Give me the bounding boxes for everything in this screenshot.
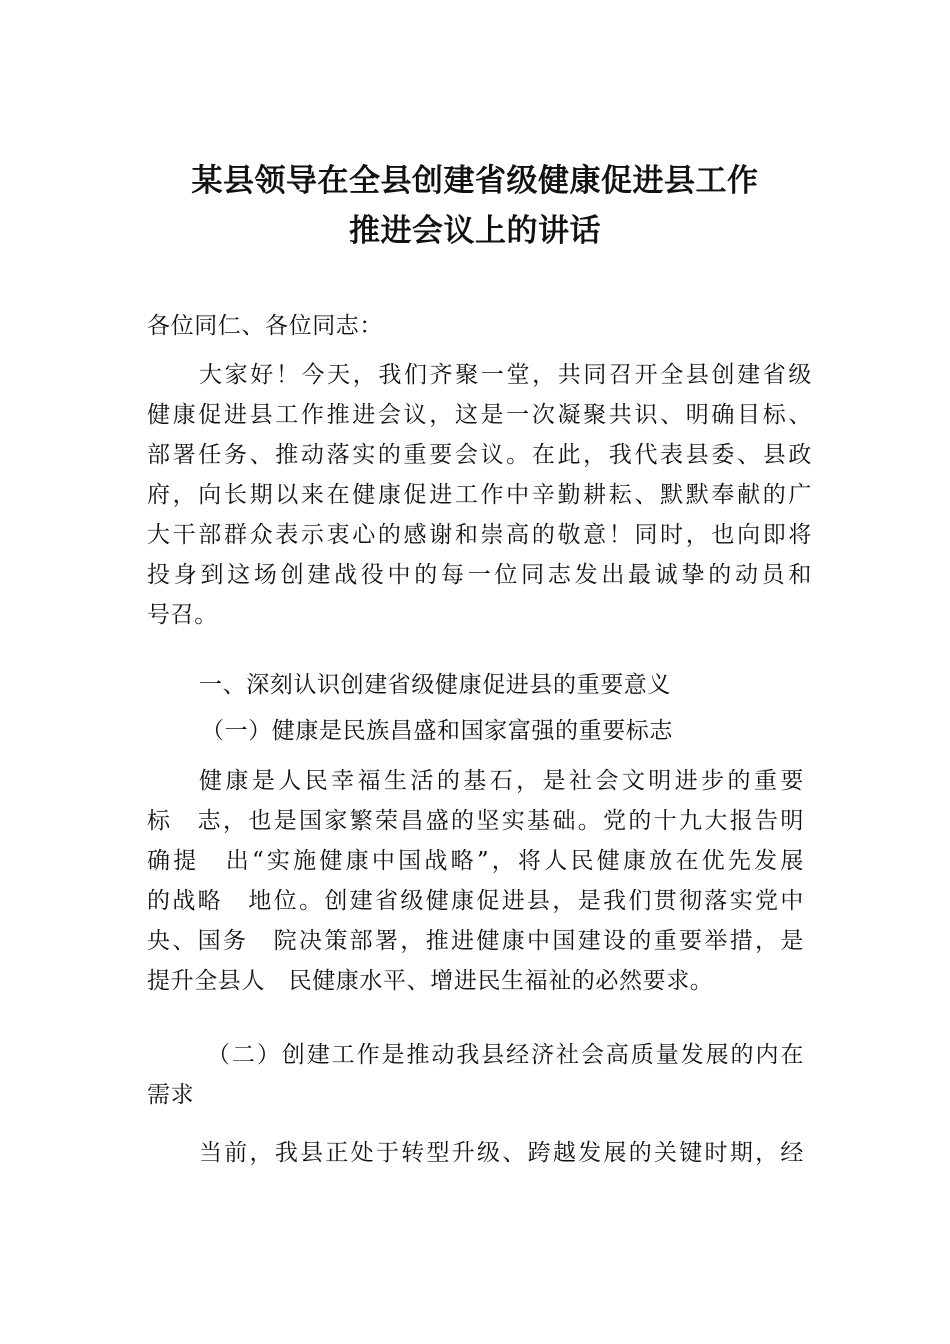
- paragraph-line: 大干部群众表示衷心的感谢和崇高的敬意！同时，也向即将: [147, 522, 812, 548]
- heading-line: 需求: [147, 1082, 195, 1108]
- subsection-two-heading: [147, 1035, 804, 1115]
- paragraph-line: 健康促进县工作推进会议，这是一次凝聚共识、明确目标、: [147, 402, 812, 428]
- subsection-one-paragraph: [147, 761, 804, 1001]
- document-title: [0, 156, 950, 256]
- paragraph-line: 投身到这场创建战役中的每一位同志发出最诚挚的动员和: [147, 562, 812, 588]
- paragraph-line: 央、国务 院决策部署，推进健康中国建设的重要举措，是: [147, 928, 804, 954]
- paragraph-line: 当前，我县正处于转型升级、跨越发展的关键时期，经: [199, 1140, 804, 1166]
- paragraph-line: 部署任务、推动落实的重要会议。在此，我代表县委、县政: [147, 442, 812, 468]
- title-line-2: 推进会议上的讲话: [349, 213, 601, 249]
- heading-line: （二）创建工作是推动我县经济社会高质量发展的内在: [207, 1042, 804, 1068]
- paragraph-line: 的战略 地位。创建省级健康促进县，是我们贯彻落实党中: [147, 888, 804, 914]
- subsection-one-heading: （一）健康是民族昌盛和国家富强的重要标志: [201, 718, 673, 744]
- paragraph-line: 号召。: [147, 602, 218, 628]
- paragraph-line: 府，向长期以来在健康促进工作中辛勤耕耘、默默奉献的广: [147, 482, 812, 508]
- salutation: 各位同仁、各位同志：: [147, 313, 383, 339]
- paragraph-line: 标 志，也是国家繁荣昌盛的坚实基础。党的十九大报告明: [147, 808, 804, 834]
- paragraph-line: 大家好！今天，我们齐聚一堂，共同召开全县创建省级: [199, 362, 812, 388]
- section-one-heading: 一、深刻认识创建省级健康促进县的重要意义: [199, 672, 671, 698]
- paragraph-line: 健康是人民幸福生活的基石，是社会文明进步的重要: [199, 768, 804, 794]
- subsection-two-paragraph: [147, 1133, 804, 1173]
- title-line-1: 某县领导在全县创建省级健康促进县工作: [191, 163, 759, 199]
- intro-paragraph: [147, 355, 812, 635]
- paragraph-line: 提升全县人 民健康水平、增进民生福祉的必然要求。: [147, 968, 714, 994]
- paragraph-line: 确提 出“实施健康中国战略”，将人民健康放在优先发展: [147, 848, 804, 874]
